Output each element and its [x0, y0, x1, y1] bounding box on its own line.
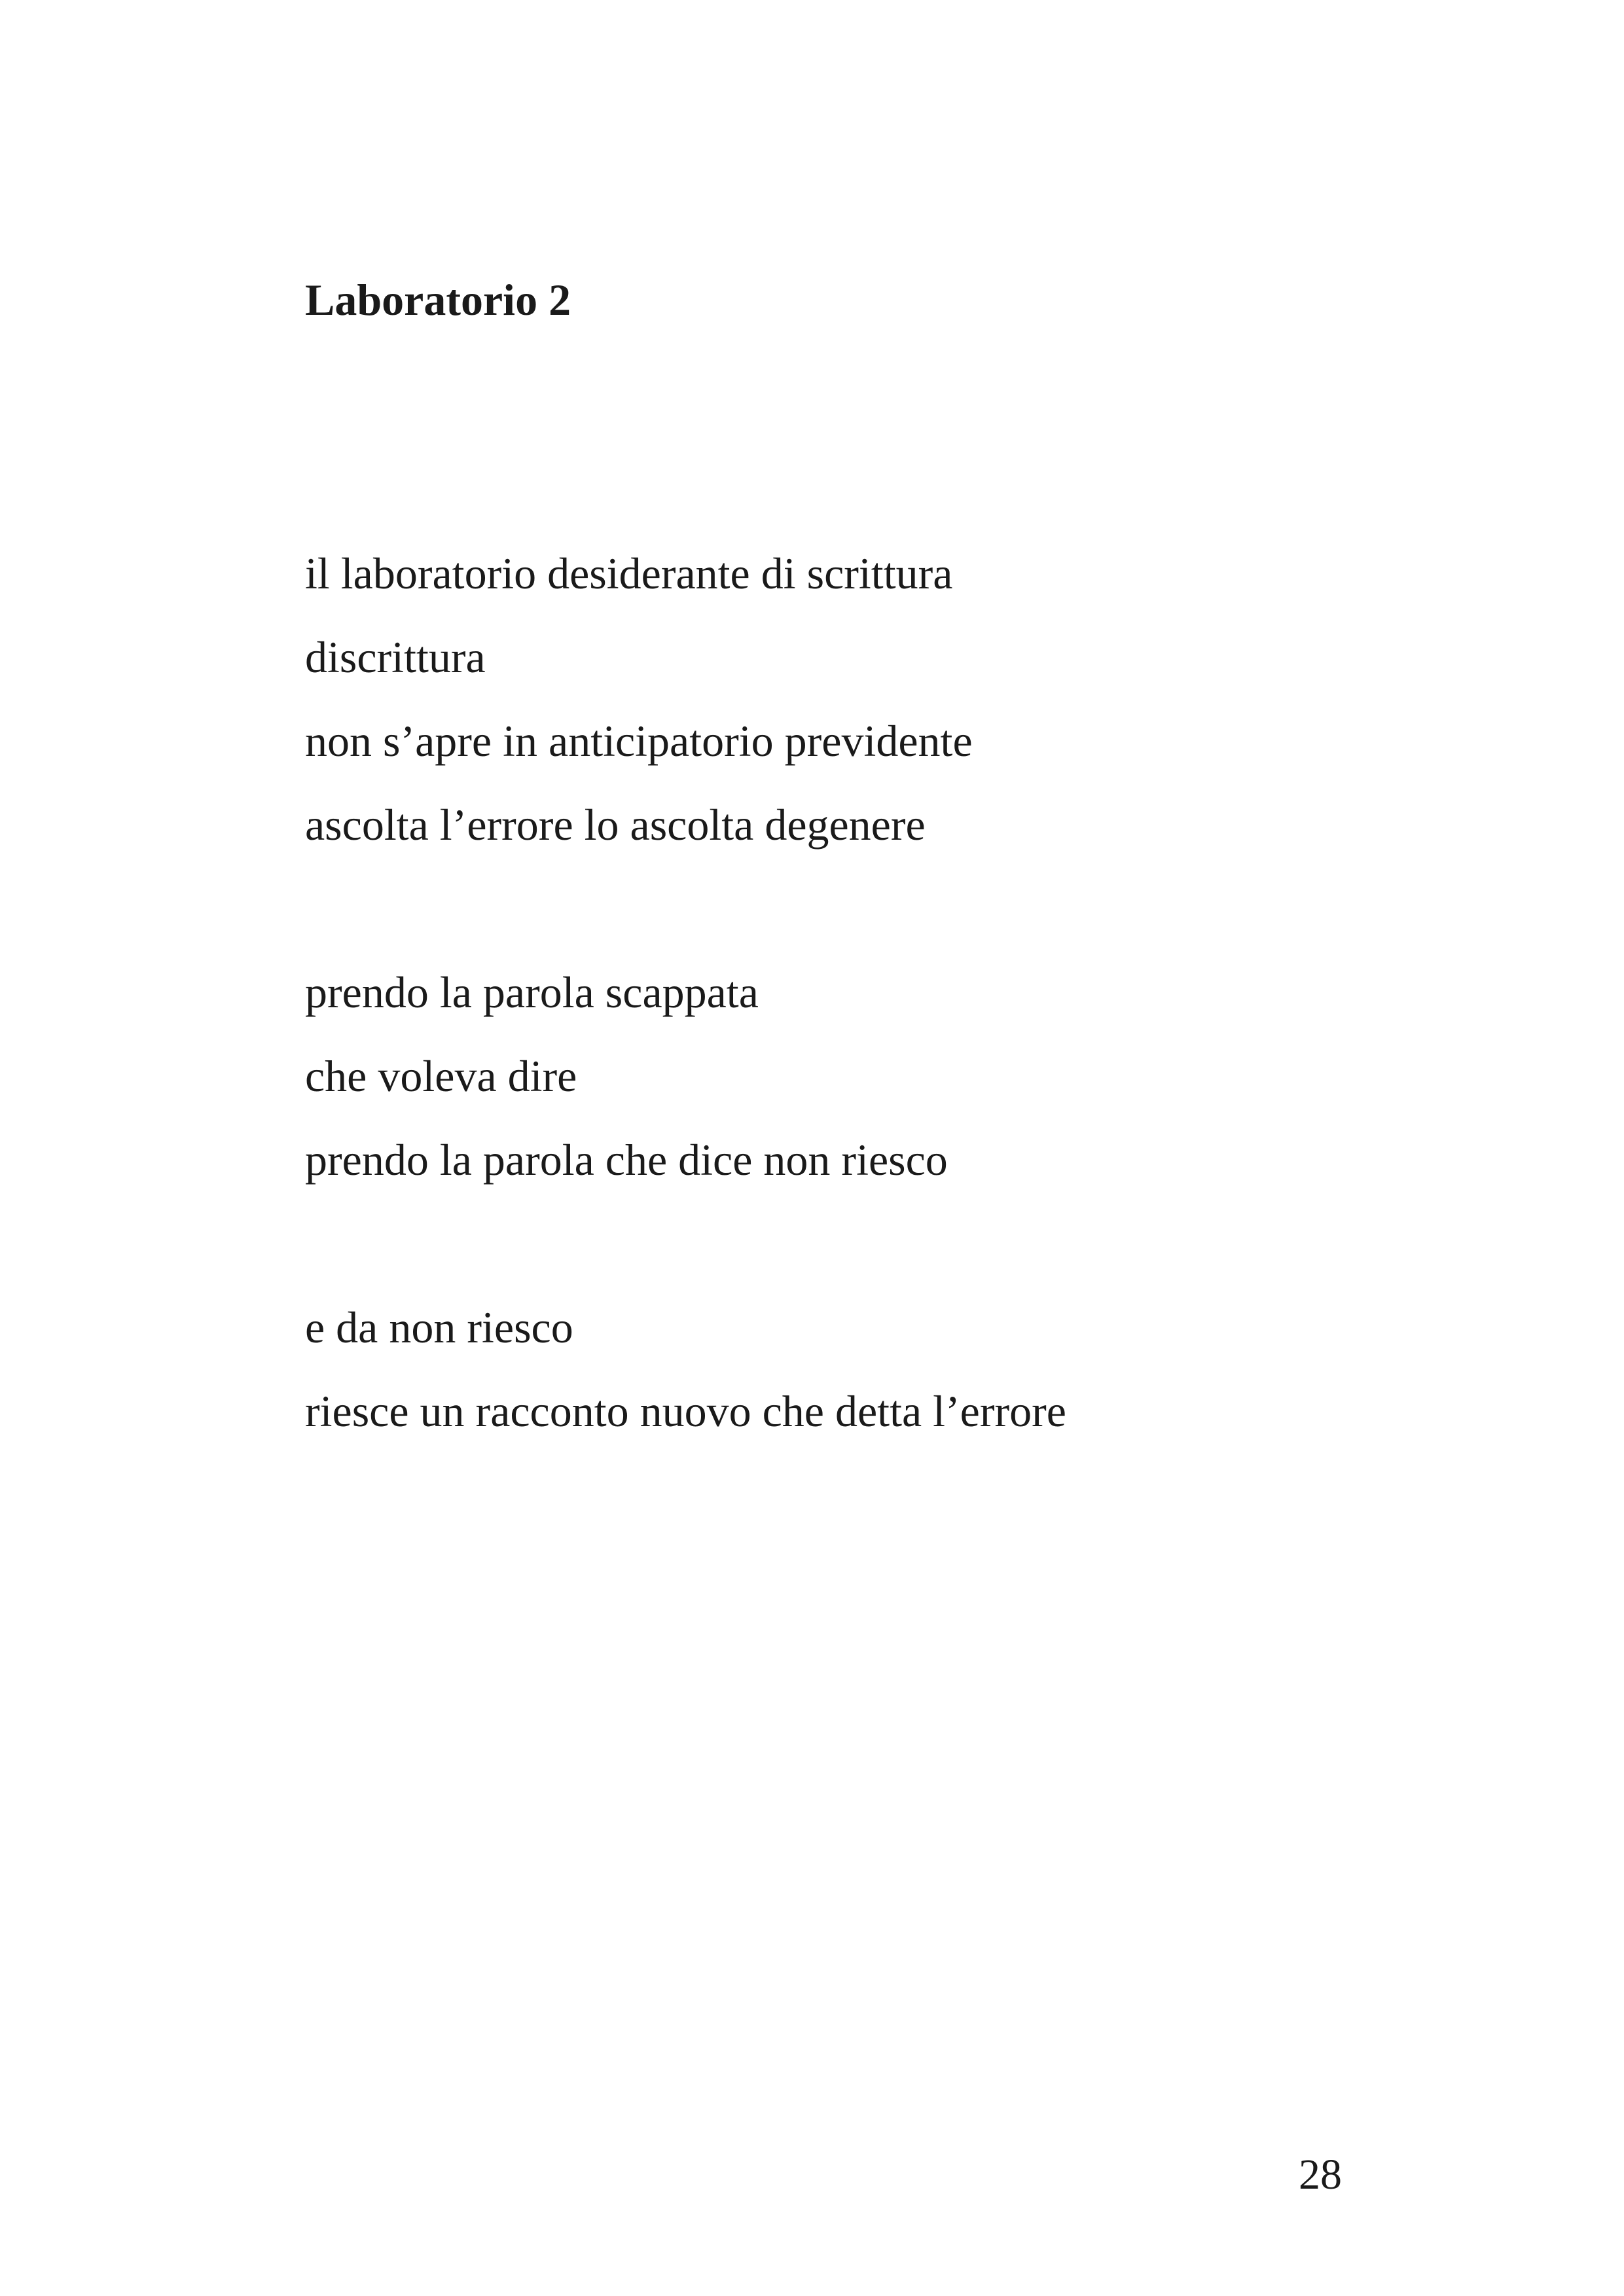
stanza-3 — [305, 1285, 1066, 1453]
verse-line: che voleva dire — [305, 1051, 577, 1101]
stanza-2 — [305, 950, 1066, 1202]
verse-line: il laboratorio desiderante di scrittura — [305, 548, 953, 598]
verse-line: prendo la parola che dice non riesco — [305, 1135, 948, 1185]
verse-line: ascolta l’errore lo ascolta degenere — [305, 800, 926, 850]
verse-line: discrittura — [305, 632, 486, 682]
verse-line: e da non riesco — [305, 1302, 573, 1352]
poem-body — [305, 531, 1066, 1453]
page-number: 28 — [1299, 2151, 1342, 2198]
poem-title: Laboratorio 2 — [305, 275, 571, 325]
verse-line: riesce un racconto nuovo che detta l’errore — [305, 1386, 1066, 1436]
verse-line: non s’apre in anticipatorio previdente — [305, 716, 973, 766]
stanza-1 — [305, 531, 1066, 867]
verse-line: prendo la parola scappata — [305, 967, 759, 1017]
